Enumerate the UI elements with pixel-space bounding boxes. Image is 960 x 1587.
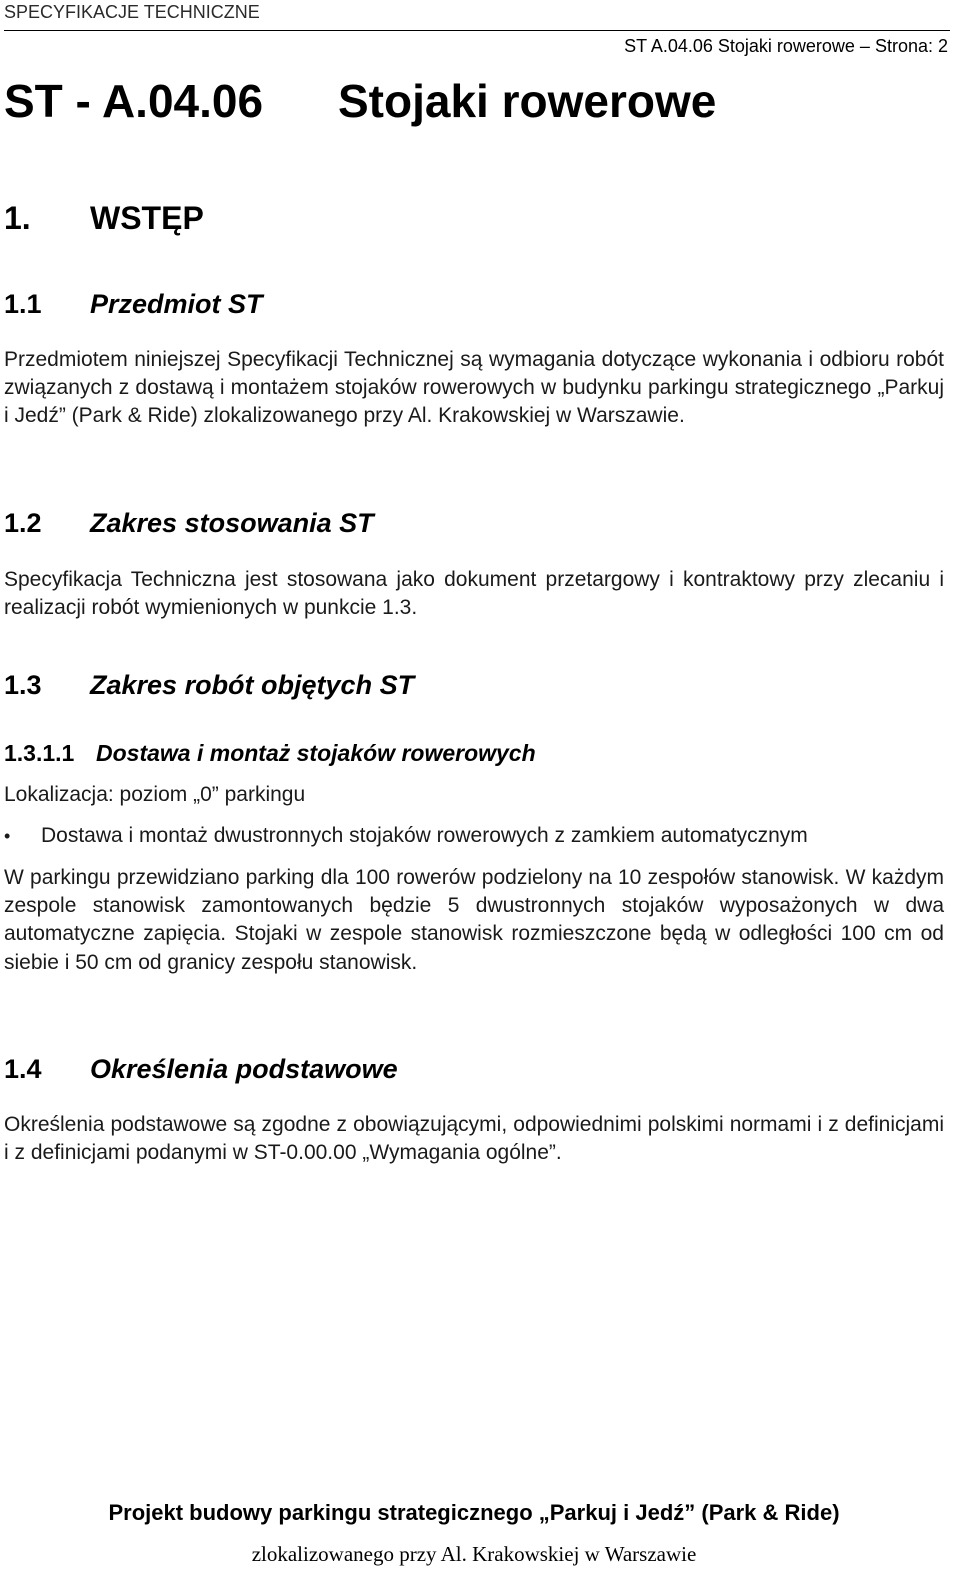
document-title (4, 74, 716, 128)
location-line: Lokalizacja: poziom „0” parkingu (4, 783, 306, 806)
paragraph-subject: Przedmiotem niniejszej Specyfikacji Technicznej są wymagania dotyczące wykonania i odbioru robót związanych z dostawą i montażem stojaków rowerowych w budynku parkingu strategicznego „Parkuj i Jedź” (Park & Ride) zlokalizowanego przy Al. Krakowskiej w Warszawie. (4, 348, 944, 428)
running-header-right: ST A.04.06 Stojaki rowerowe – Strona: 2 (624, 36, 948, 56)
section-heading-1-3-1-1 (4, 740, 536, 767)
section-label: Przedmiot ST (90, 289, 263, 319)
section-label: Dostawa i montaż stojaków rowerowych (96, 740, 536, 766)
paragraph-scope: Specyfikacja Techniczna jest stosowana jako dokument przetargowy i kontraktowy przy zlecaniu i realizacji robót wymienionych w punkcie 1.3. (4, 568, 944, 620)
footer-project-title: Projekt budowy parkingu strategicznego „Parkuj i Jedź” (Park & Ride) (108, 1500, 840, 1525)
section-label: Zakres stosowania ST (90, 508, 374, 538)
paragraph-bike-parking: W parkingu przewidziano parking dla 100 rowerów podzielony na 10 zespołów stanowisk. W każdym zespole stanowisk zamontowanych będzie 5 dwustronnych stojaków wyposażonych w dwa automatyczne zapięcia. Stojaki w zespole stanowisk rozmieszczone będą w odległości 100 cm od siebie i 50 cm od granicy zespołu stanowisk. (4, 866, 944, 974)
section-number: 1.3 (4, 670, 42, 700)
document-name: Stojaki rowerowe (338, 75, 717, 127)
bullet-icon: • (4, 826, 11, 846)
section-number: 1.4 (4, 1054, 42, 1084)
section-heading-1-1 (4, 289, 263, 320)
section-number: 1. (4, 200, 31, 236)
section-heading-1-4 (4, 1054, 398, 1085)
paragraph-definitions: Określenia podstawowe są zgodne z obowiązującymi, odpowiednimi polskimi normami i z definicjami i z definicjami podanymi w ST-0.00.00 „Wymagania ogólne”. (4, 1113, 944, 1165)
running-header-left: SPECYFIKACJE TECHNICZNE (4, 2, 260, 22)
section-heading-1-2 (4, 508, 374, 539)
list-item-text: Dostawa i montaż dwustronnych stojaków rowerowych z zamkiem automatycznym (41, 824, 808, 847)
section-heading-1-3 (4, 670, 414, 701)
section-number: 1.3.1.1 (4, 740, 75, 766)
section-heading-1 (4, 200, 204, 237)
section-label: WSTĘP (90, 200, 204, 236)
section-number: 1.2 (4, 508, 42, 538)
header-rule (4, 30, 950, 31)
document-code: ST - A.04.06 (4, 75, 264, 127)
section-label: Zakres robót objętych ST (90, 670, 415, 700)
footer-location: zlokalizowanego przy Al. Krakowskiej w Warszawie (251, 1542, 697, 1566)
list-item (4, 824, 808, 848)
section-label: Określenia podstawowe (90, 1054, 398, 1084)
section-number: 1.1 (4, 289, 42, 319)
